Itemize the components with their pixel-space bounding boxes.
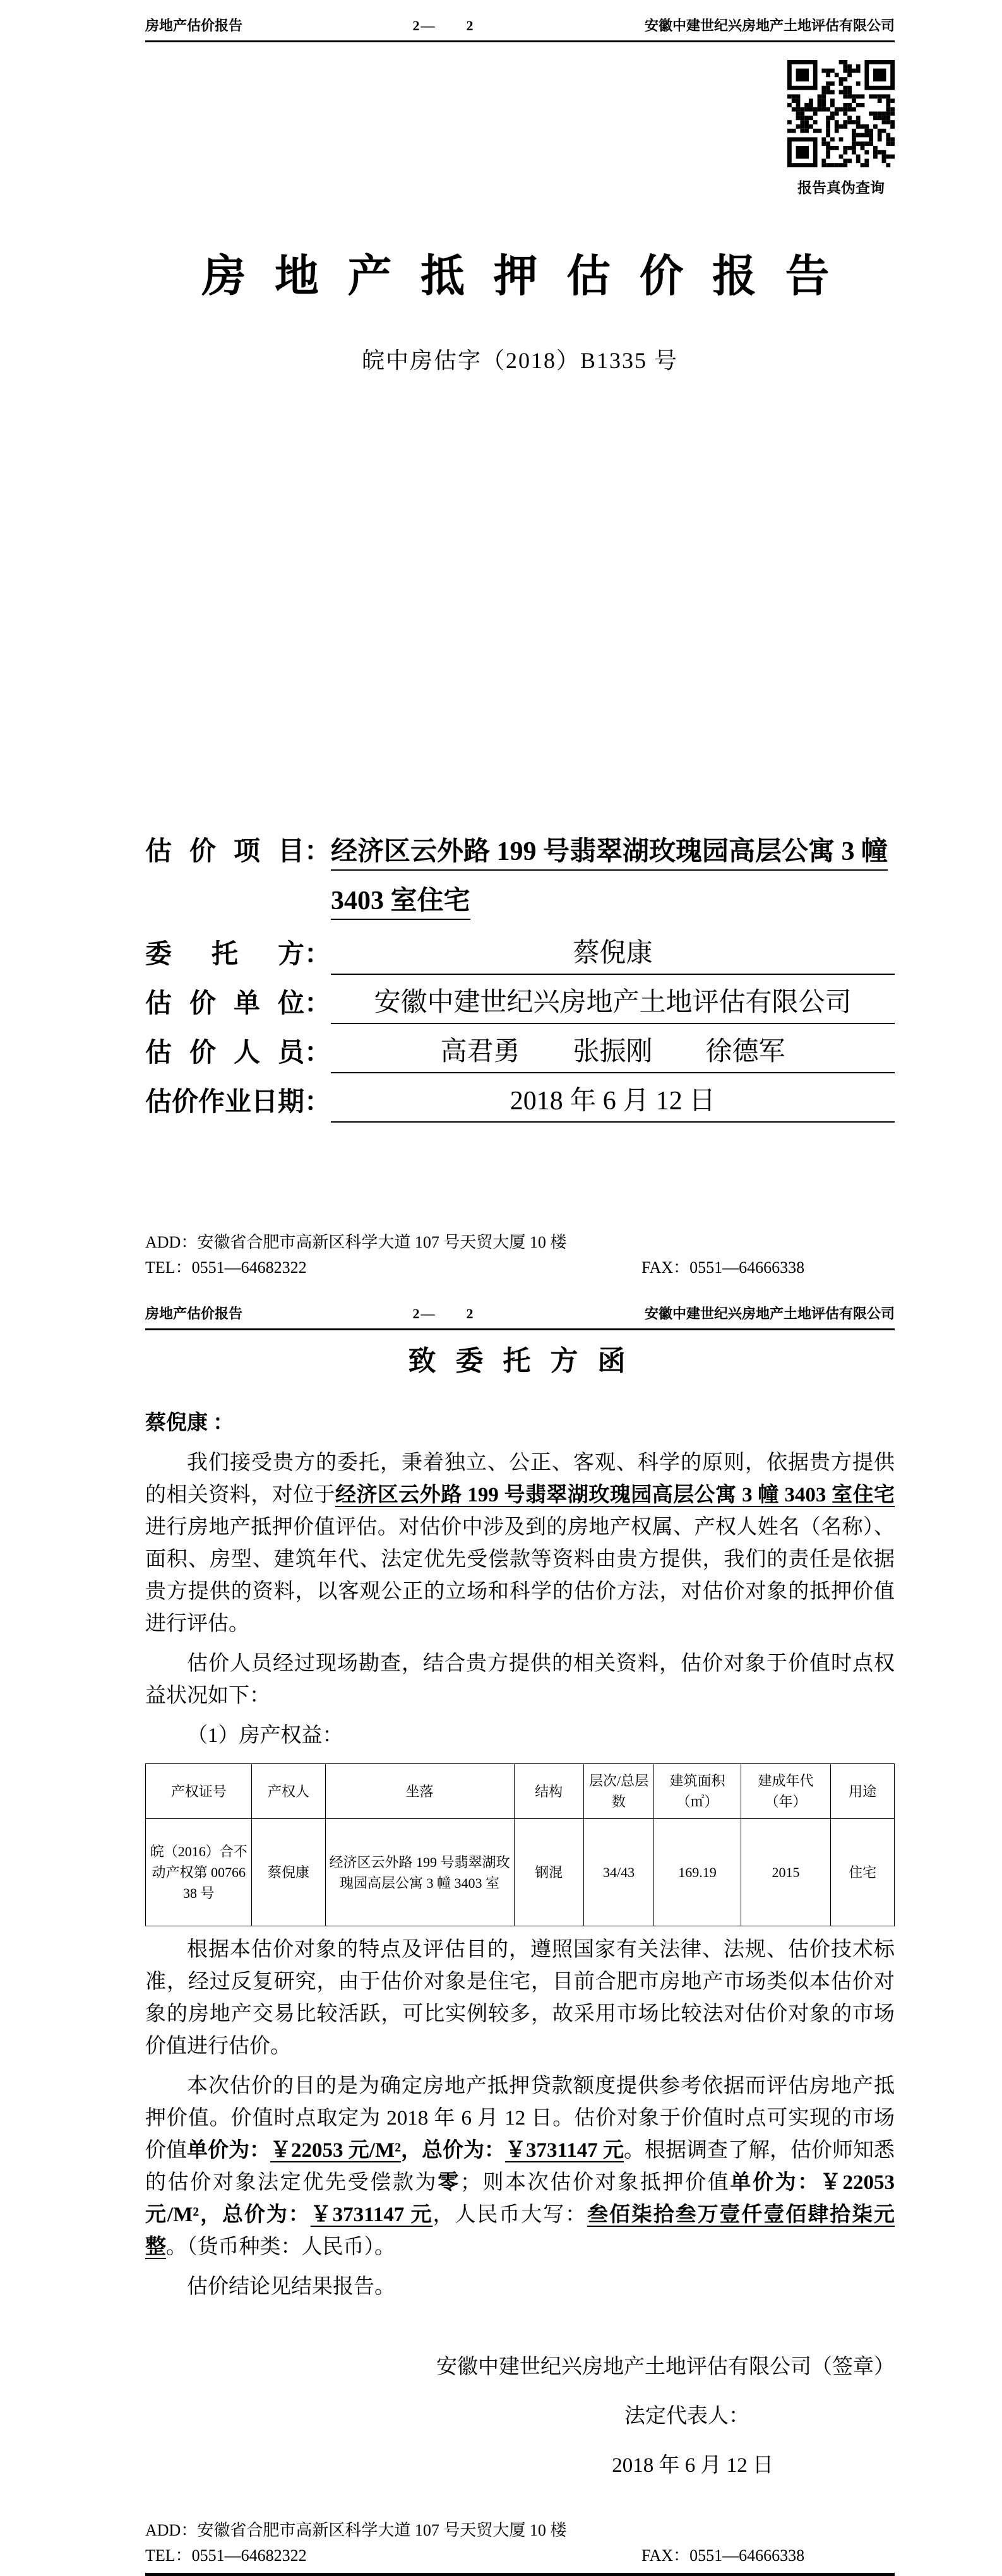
col-header-location: 坐落 xyxy=(325,1764,514,1819)
text-segment: 总价为： xyxy=(222,2203,311,2226)
cell-area: 169.19 xyxy=(654,1819,741,1926)
text-segment: 经济区云外路 199 号翡翠湖玫瑰园高层公寓 3 幢 3403 室住宅 xyxy=(335,1484,895,1506)
text-segment: ， xyxy=(199,2203,222,2226)
field-appraisal-date-value: 2018 年 6 月 12 日 xyxy=(331,1081,895,1123)
cover-fields xyxy=(145,827,895,1123)
next-page-header-rule xyxy=(145,2573,895,2576)
signature-block xyxy=(145,2340,895,2488)
header-doc-title: 房地产估价报告 xyxy=(145,18,243,33)
table-header-row xyxy=(146,1764,895,1819)
footer-telephone: TEL：0551—64682322 xyxy=(145,1258,307,1277)
footer-contact-line xyxy=(145,2543,895,2568)
field-appraisers-value: 高君勇 张振刚 徐德军 xyxy=(331,1032,895,1073)
table-row xyxy=(146,1819,895,1926)
col-header-usage: 用途 xyxy=(831,1764,895,1819)
paragraph-method xyxy=(145,1934,895,2063)
paragraph-valuation-result xyxy=(145,2070,895,2263)
col-header-owner: 产权人 xyxy=(252,1764,325,1819)
text-segment: 本次估价的目的是为确定房地产抵押贷款额度提供参考依据而评估房地产抵押价值。价值时点取定为 2018 年 6 月 12 日。估价对象于价值时点可实现的市场价值 xyxy=(145,2075,895,2162)
report-title: 房 地 产 抵 押 估 价 报 告 xyxy=(201,253,838,301)
field-label xyxy=(145,984,331,1024)
text-segment: ￥22053 元/M² xyxy=(270,2139,401,2162)
text-segment: 。（货币种类：人民币）。 xyxy=(166,2236,395,2258)
text-segment: ；则本次估价对象抵押价值 xyxy=(460,2171,731,2194)
header-company-name: 安徽中建世纪兴房地产土地评估有限公司 xyxy=(644,18,895,33)
field-appraisal-agency xyxy=(145,975,895,1024)
letter-page xyxy=(0,1288,1002,2576)
page-footer xyxy=(145,1230,895,1280)
signature-legal-representative: 法定代表人： xyxy=(624,2404,749,2428)
text-segment: 单价为： xyxy=(730,2171,820,2194)
col-header-floor: 层次/总层数 xyxy=(583,1764,653,1819)
paragraph-commission xyxy=(145,1447,895,1640)
page-footer xyxy=(145,2518,895,2568)
cell-usage: 住宅 xyxy=(831,1819,895,1926)
text-segment: ￥3731147 元 xyxy=(310,2203,433,2226)
paragraph-conclusion xyxy=(145,2271,895,2303)
cell-year-built: 2015 xyxy=(741,1819,830,1926)
text-segment: 估价人员经过现场勘查，结合贵方提供的相关资料，估价对象于价值时点权益状况如下： xyxy=(145,1652,895,1707)
field-label xyxy=(145,1082,331,1123)
text-segment: 我们接受贵方的委托，秉着独立、公正、客观、科学的原则，依据贵方提供的相关资料，对位于 xyxy=(145,1452,895,1506)
qr-verification-block xyxy=(787,60,895,197)
field-label-text: 估价单位 xyxy=(145,989,304,1018)
page-header xyxy=(145,1303,895,1330)
field-appraisal-project xyxy=(145,827,895,926)
footer-address: ADD：安徽省合肥市高新区科学大道 107 号天贸大厦 10 楼 xyxy=(145,2521,567,2539)
footer-address: ADD：安徽省合肥市高新区科学大道 107 号天贸大厦 10 楼 xyxy=(145,1233,567,1251)
paragraph-site-survey xyxy=(145,1648,895,1712)
field-label-colon: ： xyxy=(304,1039,331,1068)
qr-caption: 报告真伪查询 xyxy=(797,180,885,196)
text-segment: 进行房地产抵押价值评估。对估价中涉及到的房地产权属、产权人姓名（名称）、面积、房型、建筑年代、法定优先受偿款等资料由贵方提供，我们的责任是依据贵方提供的资料，以客观公正的立场和科学的估价方法，对估价对象的抵押价值进行评估。 xyxy=(145,1516,895,1635)
text-segment: 。根据调查了解，估价师知悉的估价对象法定优先受偿款为 xyxy=(145,2139,895,2194)
field-value-area xyxy=(331,827,895,926)
text-segment: ￥3731147 元 xyxy=(505,2139,624,2162)
col-header-structure: 结构 xyxy=(514,1764,583,1819)
field-appraisers xyxy=(145,1024,895,1073)
text-segment: 单价为： xyxy=(187,2139,271,2162)
field-label xyxy=(145,827,331,876)
qr-code-icon xyxy=(787,60,895,167)
cell-structure: 钢混 xyxy=(514,1819,583,1926)
col-header-year-built: 建成年代（年） xyxy=(741,1764,830,1819)
field-label-colon: ： xyxy=(304,940,331,969)
letter-salutation: 蔡倪康 ： xyxy=(145,1412,234,1434)
header-page-number: 2— 2 xyxy=(412,18,475,33)
text-segment: 零 xyxy=(438,2171,460,2194)
field-label-colon: ： xyxy=(304,837,331,866)
footer-fax: FAX：0551—64666338 xyxy=(641,1258,805,1277)
header-doc-title: 房地产估价报告 xyxy=(145,1306,243,1321)
header-page-number: 2— 2 xyxy=(412,1306,475,1321)
field-label-text: 估价作业日期 xyxy=(145,1088,305,1117)
field-label xyxy=(145,1033,331,1073)
signature-date: 2018 年 6 月 12 日 xyxy=(612,2454,773,2477)
field-label-text: 委托方 xyxy=(145,940,304,969)
footer-fax: FAX：0551—64666338 xyxy=(641,2546,805,2565)
page-header xyxy=(145,15,895,42)
field-client-value: 蔡倪康 xyxy=(331,933,895,975)
property-rights-table xyxy=(145,1763,895,1926)
report-number: 皖中房估字（2018）B1335 号 xyxy=(361,348,678,373)
col-header-area: 建筑面积（㎡） xyxy=(654,1764,741,1819)
cell-location: 经济区云外路 199 号翡翠湖玫瑰园高层公寓 3 幢 3403 室 xyxy=(325,1819,514,1926)
field-label xyxy=(145,934,331,975)
footer-telephone: TEL：0551—64682322 xyxy=(145,2546,307,2565)
field-label-text: 估价人员 xyxy=(145,1039,304,1068)
text-segment: ￥22053 元/M² xyxy=(145,2171,895,2226)
footer-contact-line xyxy=(145,1255,895,1280)
field-label-text: 估价项目 xyxy=(145,837,304,866)
signature-company: 安徽中建世纪兴房地产土地评估有限公司（签章） xyxy=(436,2355,895,2378)
cell-floor: 34/43 xyxy=(583,1819,653,1926)
text-segment: 总价为： xyxy=(422,2139,506,2162)
cell-certificate: 皖（2016）合不动产权第 0076638 号 xyxy=(146,1819,252,1926)
cell-owner: 蔡倪康 xyxy=(252,1819,325,1926)
letter-title: 致 委 托 方 函 xyxy=(408,1345,632,1376)
field-appraisal-agency-value: 安徽中建世纪兴房地产土地评估有限公司 xyxy=(331,982,895,1024)
field-appraisal-date xyxy=(145,1073,895,1123)
field-client xyxy=(145,926,895,975)
text-segment: 根据本估价对象的特点及评估目的，遵照国家有关法律、法规、估价技术标准，经过反复研究，由于估价对象是住宅，目前合肥市房地产市场类似本估价对象的房地产交易比较活跃，可比实例较多，故采用市场比较法对估价对象的市场价值进行估价。 xyxy=(145,1938,895,2058)
field-appraisal-project-value: 经济区云外路 199 号翡翠湖玫瑰园高层公寓 3 幢 3403 室住宅 xyxy=(331,837,888,920)
col-header-certificate: 产权证号 xyxy=(146,1764,252,1819)
text-segment: ，人民币大写： xyxy=(432,2203,587,2226)
paragraph-rights-label xyxy=(145,1720,895,1752)
text-segment: 估价结论见结果报告。 xyxy=(187,2275,395,2298)
text-segment: （1）房产权益： xyxy=(187,1724,343,1747)
text-segment: ， xyxy=(401,2139,422,2162)
header-company-name: 安徽中建世纪兴房地产土地评估有限公司 xyxy=(644,1306,895,1321)
field-label-colon: ： xyxy=(304,989,331,1018)
text-segment: 叁佰柒拾叁万壹仟壹佰肆拾柒元整 xyxy=(145,2203,895,2258)
field-label-colon: ： xyxy=(304,1088,331,1117)
